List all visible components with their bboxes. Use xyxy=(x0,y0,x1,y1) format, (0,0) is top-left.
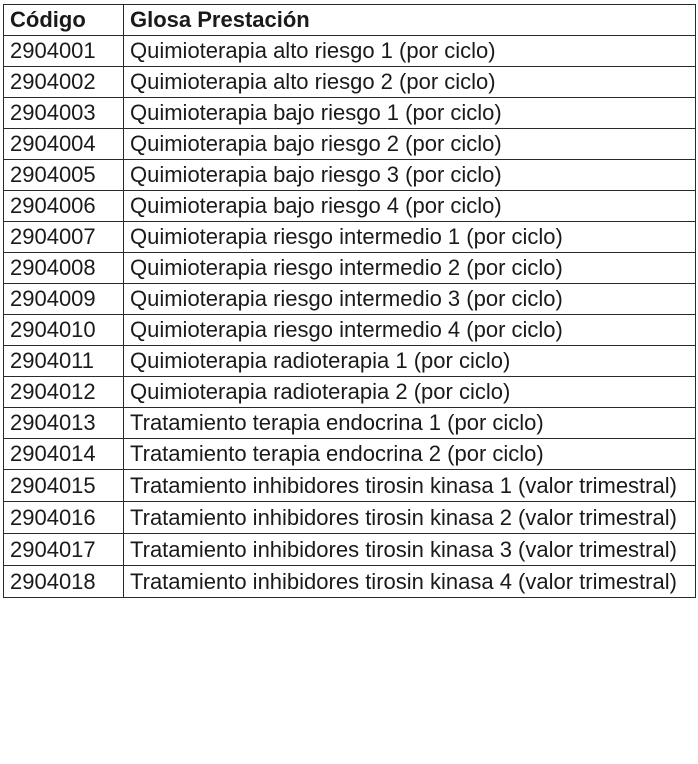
row-code: 2904009 xyxy=(4,284,124,315)
table-row xyxy=(4,534,696,566)
row-gloss: Quimioterapia alto riesgo 1 (por ciclo) xyxy=(124,36,696,67)
row-gloss: Quimioterapia alto riesgo 2 (por ciclo) xyxy=(124,67,696,98)
row-code: 2904006 xyxy=(4,191,124,222)
table-row xyxy=(4,36,696,67)
row-gloss: Tratamiento inhibidores tirosin kinasa 2 (valor trimestral) xyxy=(124,502,696,534)
row-code: 2904003 xyxy=(4,98,124,129)
row-code: 2904014 xyxy=(4,439,124,470)
row-gloss: Quimioterapia riesgo intermedio 1 (por ciclo) xyxy=(124,222,696,253)
prestaciones-table xyxy=(3,4,696,598)
row-code: 2904007 xyxy=(4,222,124,253)
row-code: 2904018 xyxy=(4,566,124,598)
table-row xyxy=(4,502,696,534)
table-row xyxy=(4,346,696,377)
row-gloss: Tratamiento terapia endocrina 2 (por ciclo) xyxy=(124,439,696,470)
row-code: 2904017 xyxy=(4,534,124,566)
header-codigo: Código xyxy=(4,5,124,36)
row-gloss: Quimioterapia bajo riesgo 1 (por ciclo) xyxy=(124,98,696,129)
table-row xyxy=(4,408,696,439)
row-code: 2904008 xyxy=(4,253,124,284)
row-gloss: Quimioterapia bajo riesgo 4 (por ciclo) xyxy=(124,191,696,222)
row-code: 2904012 xyxy=(4,377,124,408)
row-gloss: Quimioterapia riesgo intermedio 4 (por ciclo) xyxy=(124,315,696,346)
table-row xyxy=(4,160,696,191)
table-header-row xyxy=(4,5,696,36)
row-code: 2904002 xyxy=(4,67,124,98)
row-gloss: Quimioterapia radioterapia 1 (por ciclo) xyxy=(124,346,696,377)
row-gloss: Tratamiento inhibidores tirosin kinasa 3 (valor trimestral) xyxy=(124,534,696,566)
table-row xyxy=(4,191,696,222)
row-code: 2904010 xyxy=(4,315,124,346)
row-code: 2904015 xyxy=(4,470,124,502)
row-code: 2904011 xyxy=(4,346,124,377)
row-gloss: Tratamiento terapia endocrina 1 (por ciclo) xyxy=(124,408,696,439)
row-gloss: Tratamiento inhibidores tirosin kinasa 4 (valor trimestral) xyxy=(124,566,696,598)
row-code: 2904016 xyxy=(4,502,124,534)
table-row xyxy=(4,377,696,408)
table-row xyxy=(4,284,696,315)
row-gloss: Quimioterapia bajo riesgo 3 (por ciclo) xyxy=(124,160,696,191)
table-row xyxy=(4,129,696,160)
row-code: 2904005 xyxy=(4,160,124,191)
row-gloss: Quimioterapia riesgo intermedio 3 (por ciclo) xyxy=(124,284,696,315)
row-code: 2904013 xyxy=(4,408,124,439)
table-row xyxy=(4,470,696,502)
row-gloss: Quimioterapia riesgo intermedio 2 (por ciclo) xyxy=(124,253,696,284)
row-code: 2904001 xyxy=(4,36,124,67)
table-row xyxy=(4,315,696,346)
table-row xyxy=(4,98,696,129)
header-glosa-prestacion: Glosa Prestación xyxy=(124,5,696,36)
row-code: 2904004 xyxy=(4,129,124,160)
table-row xyxy=(4,439,696,470)
row-gloss: Quimioterapia radioterapia 2 (por ciclo) xyxy=(124,377,696,408)
table-row xyxy=(4,253,696,284)
row-gloss: Tratamiento inhibidores tirosin kinasa 1 (valor trimestral) xyxy=(124,470,696,502)
table-row xyxy=(4,222,696,253)
table-row xyxy=(4,566,696,598)
row-gloss: Quimioterapia bajo riesgo 2 (por ciclo) xyxy=(124,129,696,160)
table-row xyxy=(4,67,696,98)
